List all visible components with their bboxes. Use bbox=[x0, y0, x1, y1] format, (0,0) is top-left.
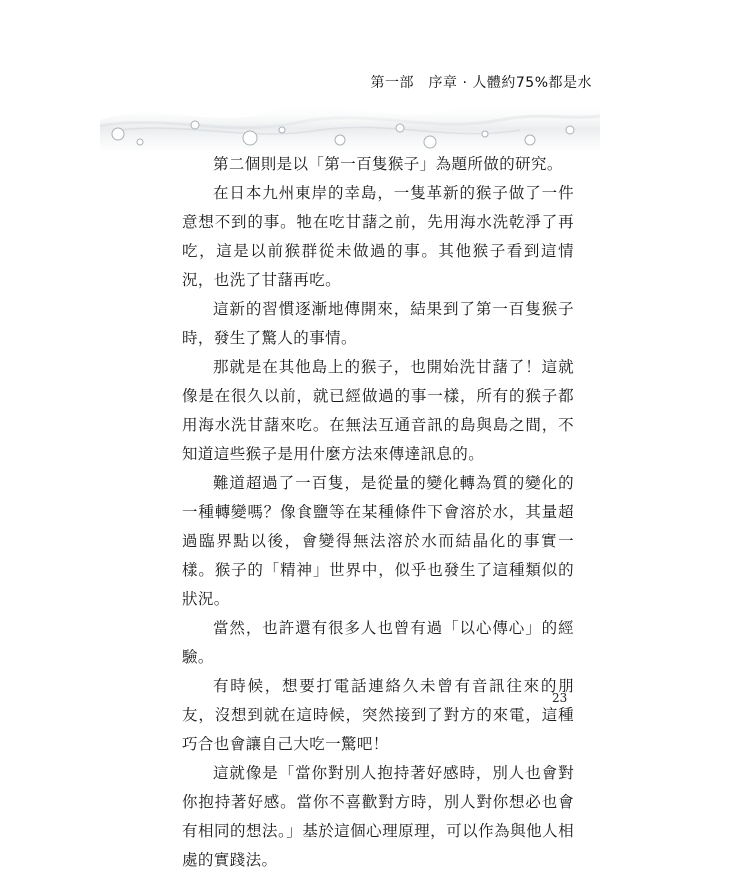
paragraph: 在日本九州東岸的幸島，一隻革新的猴子做了一件意想不到的事。牠在吃甘藷之前，先用海水洗乾淨了再吃，這是以前猴群從未做過的事。其他猴子看到這情況，也洗了甘藷再吃。 bbox=[182, 184, 574, 289]
paragraph: 這新的習慣逐漸地傳開來，結果到了第一百隻猴子時，發生了驚人的事情。 bbox=[182, 300, 574, 347]
paragraph: 難道超過了一百隻，是從量的變化轉為質的變化的一種轉變嗎？像食鹽等在某種條件下會溶於水，其量超過臨界點以後，會變得無法溶於水而結晶化的事實一樣。猴子的「精神」世界中，似乎也發生了這種類似的狀況。 bbox=[182, 474, 574, 608]
paragraph: 這就像是「當你對別人抱持著好感時，別人也會對你抱持著好感。當你不喜歡對方時，別人對你想必也會有相同的想法。」基於這個心理原理，可以作為與他人相處的實踐法。 bbox=[182, 764, 574, 869]
paragraph: 當然，也許還有很多人也曾有過「以心傳心」的經驗。 bbox=[182, 619, 574, 666]
page-number: 23 bbox=[552, 691, 568, 705]
paragraph: 有時候，想要打電話連絡久未曾有音訊往來的朋友，沒想到就在這時候，突然接到了對方的來電，這種巧合也會讓自己大吃一驚吧！ bbox=[182, 677, 574, 753]
paragraph: 那就是在其他島上的猴子，也開始洗甘藷了！這就像是在很久以前，就已經做過的事一樣，所有的猴子都用海水洗甘藷來吃。在無法互通音訊的島與島之間，不知道這些猴子是用什麼方法來傳達訊息的。 bbox=[182, 358, 574, 463]
chapter-header: 第一部 序章 · 人體約75%都是水 bbox=[370, 75, 592, 91]
body-text bbox=[182, 150, 574, 875]
paragraph: 第二個則是以「第一百隻猴子」為題所做的研究。 bbox=[213, 155, 563, 173]
